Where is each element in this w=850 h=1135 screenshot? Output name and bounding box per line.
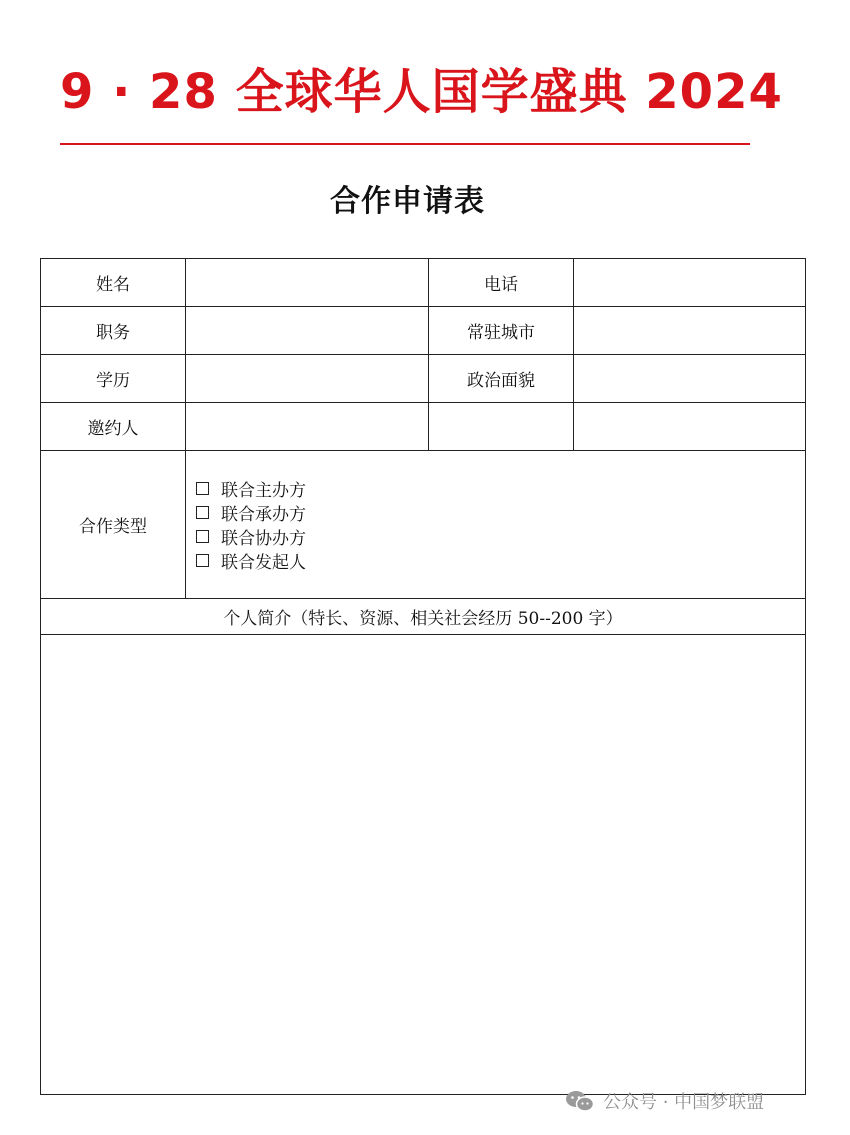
checkbox-joint-organizer[interactable] <box>196 506 209 519</box>
form-row-intro-header <box>41 599 806 635</box>
option-joint-organizer[interactable] <box>196 501 805 525</box>
inviter-label: 邀约人 <box>41 403 186 451</box>
political-status-label: 政治面貌 <box>429 355 574 403</box>
form-row-inviter <box>41 403 806 451</box>
position-field[interactable] <box>186 307 429 355</box>
blank-label-cell <box>429 403 574 451</box>
checkbox-joint-host[interactable] <box>196 482 209 495</box>
position-label: 职务 <box>41 307 186 355</box>
option-label: 联合发起人 <box>221 553 306 573</box>
wechat-icon <box>565 1090 595 1112</box>
city-field[interactable] <box>574 307 806 355</box>
education-field[interactable] <box>186 355 429 403</box>
title-divider <box>60 143 750 145</box>
event-title: 9 · 28 全球华人国学盛典 2024 <box>60 64 783 120</box>
phone-label: 电话 <box>429 259 574 307</box>
city-label: 常驻城市 <box>429 307 574 355</box>
inviter-field[interactable] <box>186 403 429 451</box>
option-label: 联合承办方 <box>221 505 306 525</box>
form-row-education-political <box>41 355 806 403</box>
name-field[interactable] <box>186 259 429 307</box>
personal-intro-field[interactable] <box>41 635 806 1095</box>
cooperation-options <box>186 451 806 599</box>
name-label: 姓名 <box>41 259 186 307</box>
form-row-position-city <box>41 307 806 355</box>
form-row-name-phone <box>41 259 806 307</box>
option-label: 联合主办方 <box>221 481 306 501</box>
form-title: 合作申请表 <box>330 184 485 219</box>
watermark-text: 公众号 · 中国梦联盟 <box>603 1092 765 1113</box>
personal-intro-header: 个人简介（特长、资源、相关社会经历 50--200 字） <box>41 599 806 635</box>
option-joint-host[interactable] <box>196 477 805 501</box>
application-form-table <box>40 258 806 1095</box>
checkbox-joint-co-organizer[interactable] <box>196 530 209 543</box>
option-joint-co-organizer[interactable] <box>196 525 805 549</box>
education-label: 学历 <box>41 355 186 403</box>
option-joint-initiator[interactable] <box>196 549 805 573</box>
political-status-field[interactable] <box>574 355 806 403</box>
phone-field[interactable] <box>574 259 806 307</box>
checkbox-joint-initiator[interactable] <box>196 554 209 567</box>
blank-field[interactable] <box>574 403 806 451</box>
form-row-cooperation-type <box>41 451 806 599</box>
form-row-intro-body <box>41 635 806 1095</box>
option-label: 联合协办方 <box>221 529 306 549</box>
cooperation-type-label: 合作类型 <box>41 451 186 599</box>
watermark <box>565 1087 764 1115</box>
